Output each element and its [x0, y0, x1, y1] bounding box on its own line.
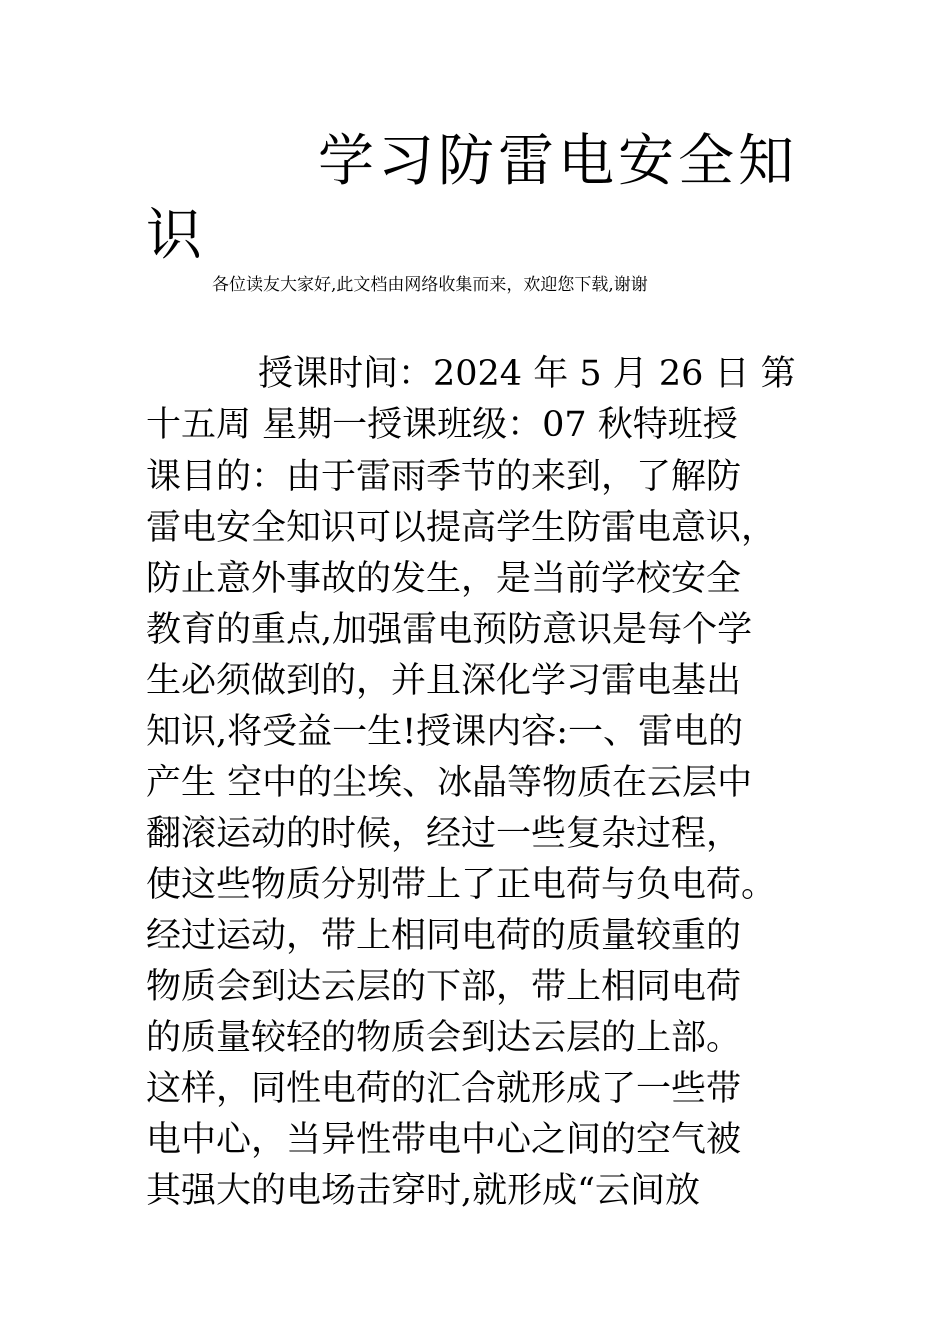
body-text-line: 产生 空中的尘埃、冰晶等物质在云层中 [146, 763, 753, 803]
body-text-line: 物质会到达云层的下部，带上相同电荷 [146, 967, 742, 1007]
body-text-line: 经过运动，带上相同电荷的质量较重的 [146, 916, 742, 956]
body-text-line: 的质量较轻的物质会到达云层的上部。 [146, 1018, 742, 1058]
document-title-line-2: 识 [146, 203, 206, 268]
body-text-line: 教育的重点,加强雷电预防意识是每个学 [146, 610, 753, 650]
body-text-line: 使这些物质分别带上了正电荷与负电荷。 [146, 865, 777, 905]
body-text-line: 雷电安全知识可以提高学生防雷电意识， [146, 508, 777, 548]
body-text-line: 这样，同性电荷的汇合就形成了一些带 [146, 1069, 742, 1109]
body-text-line: 十五周 星期一授课班级：07 秋特班授 [146, 405, 738, 445]
body-text-line: 其强大的电场击穿时,就形成“云间放 [146, 1171, 701, 1211]
body-text-line: 电中心，当异性带电中心之间的空气被 [146, 1120, 742, 1160]
body-text-line: 生必须做到的，并且深化学习雷电基出 [146, 661, 742, 701]
document-subtitle: 各位读友大家好,此文档由网络收集而来，欢迎您下载,谢谢 [212, 275, 648, 295]
body-text-line: 知识,将受益一生!授课内容:一、雷电的 [146, 712, 743, 752]
body-text-line: 翻滚运动的时候，经过一些复杂过程， [146, 814, 742, 854]
body-text-line: 防止意外事故的发生，是当前学校安全 [146, 559, 742, 599]
body-text-line: 课目的：由于雷雨季节的来到，了解防 [146, 457, 742, 497]
body-text-line: 授课时间：2024 年 5 月 26 日 第 [258, 354, 796, 394]
document-title-line-1: 学习防雷电安全知 [318, 129, 798, 194]
